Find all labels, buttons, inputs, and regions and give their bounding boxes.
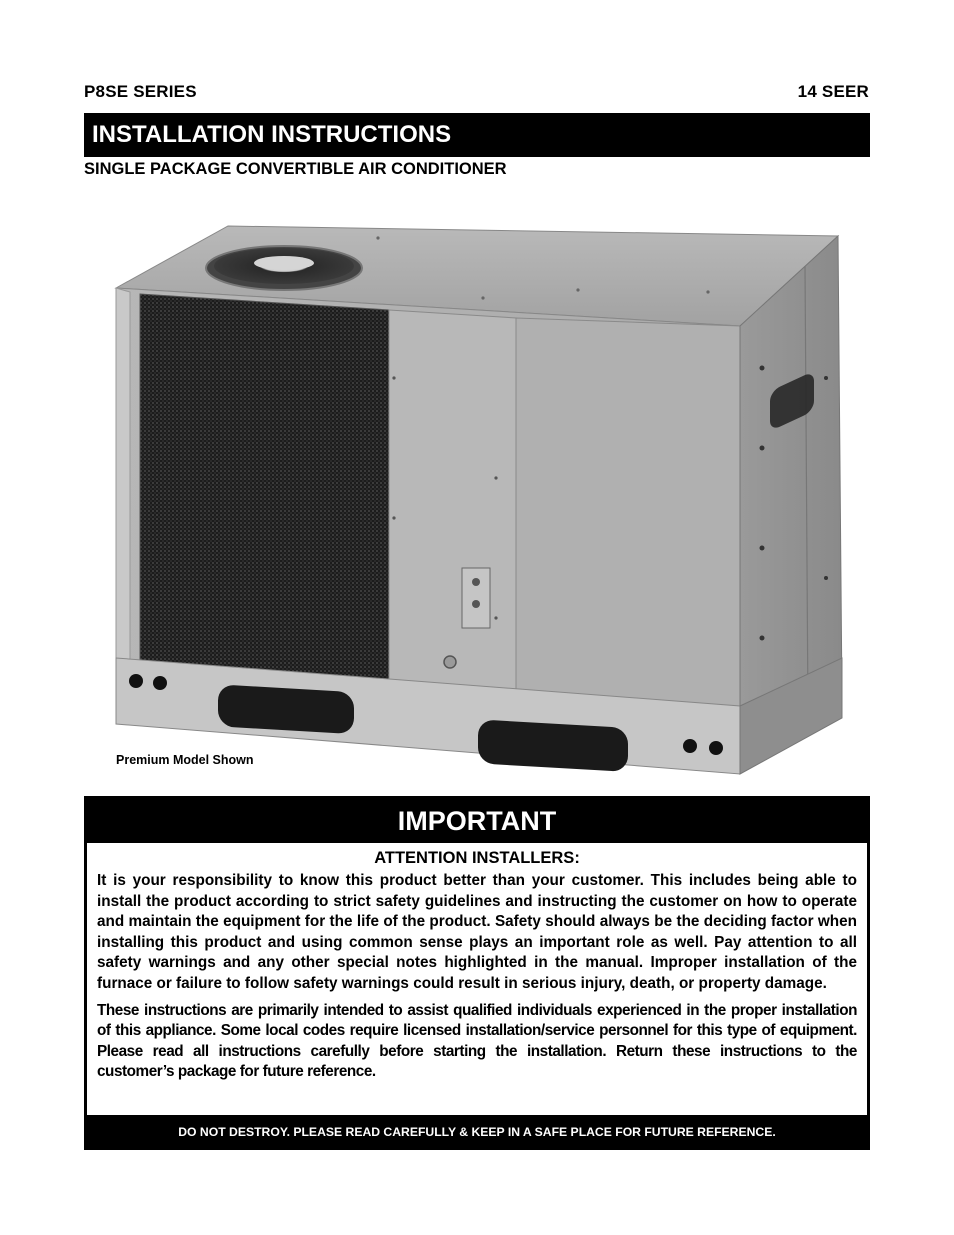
seer-rating: 14 SEER (797, 82, 869, 101)
qualified-installers-paragraph: These instructions are primarily intended to assist qualified individuals experienced in the proper installation of this appliance. Some local codes require licensed installation/service personnel for this type of equipment. Please read all instructions carefully before starting the installation. Return these instructions to the customer’s package for future reference. (97, 1001, 857, 1081)
do-not-destroy-note: DO NOT DESTROY. PLEASE READ CAREFULLY & KEEP IN A SAFE PLACE FOR FUTURE REFERENCE. (178, 1125, 776, 1139)
document-title: INSTALLATION INSTRUCTIONS (92, 121, 452, 148)
important-heading: IMPORTANT (397, 806, 557, 836)
responsibility-paragraph: It is your responsibility to know this product better than your customer. This includes being able to install the product according to strict safety guidelines and instructing the customer on how to operate and maintain the equipment for the life of the product. Safety should always be the deciding factor when installing this product and using common sense plays an important role as well. Pay attention to all safety warnings and any other special notes highlighted in the manual. Improper installation of the furnace or failure to follow safety warnings could result in serious injury, death, or property damage. (97, 872, 857, 992)
figure-caption: Premium Model Shown (116, 753, 254, 767)
document-subtitle: SINGLE PACKAGE CONVERTIBLE AIR CONDITIONER (84, 160, 507, 178)
series-label: P8SE SERIES (84, 82, 197, 101)
important-notice (84, 796, 870, 1150)
important-body (87, 843, 867, 1115)
title-bar (84, 113, 870, 157)
air-conditioner-unit-image (108, 218, 844, 784)
attention-heading: ATTENTION INSTALLERS: (374, 849, 580, 867)
